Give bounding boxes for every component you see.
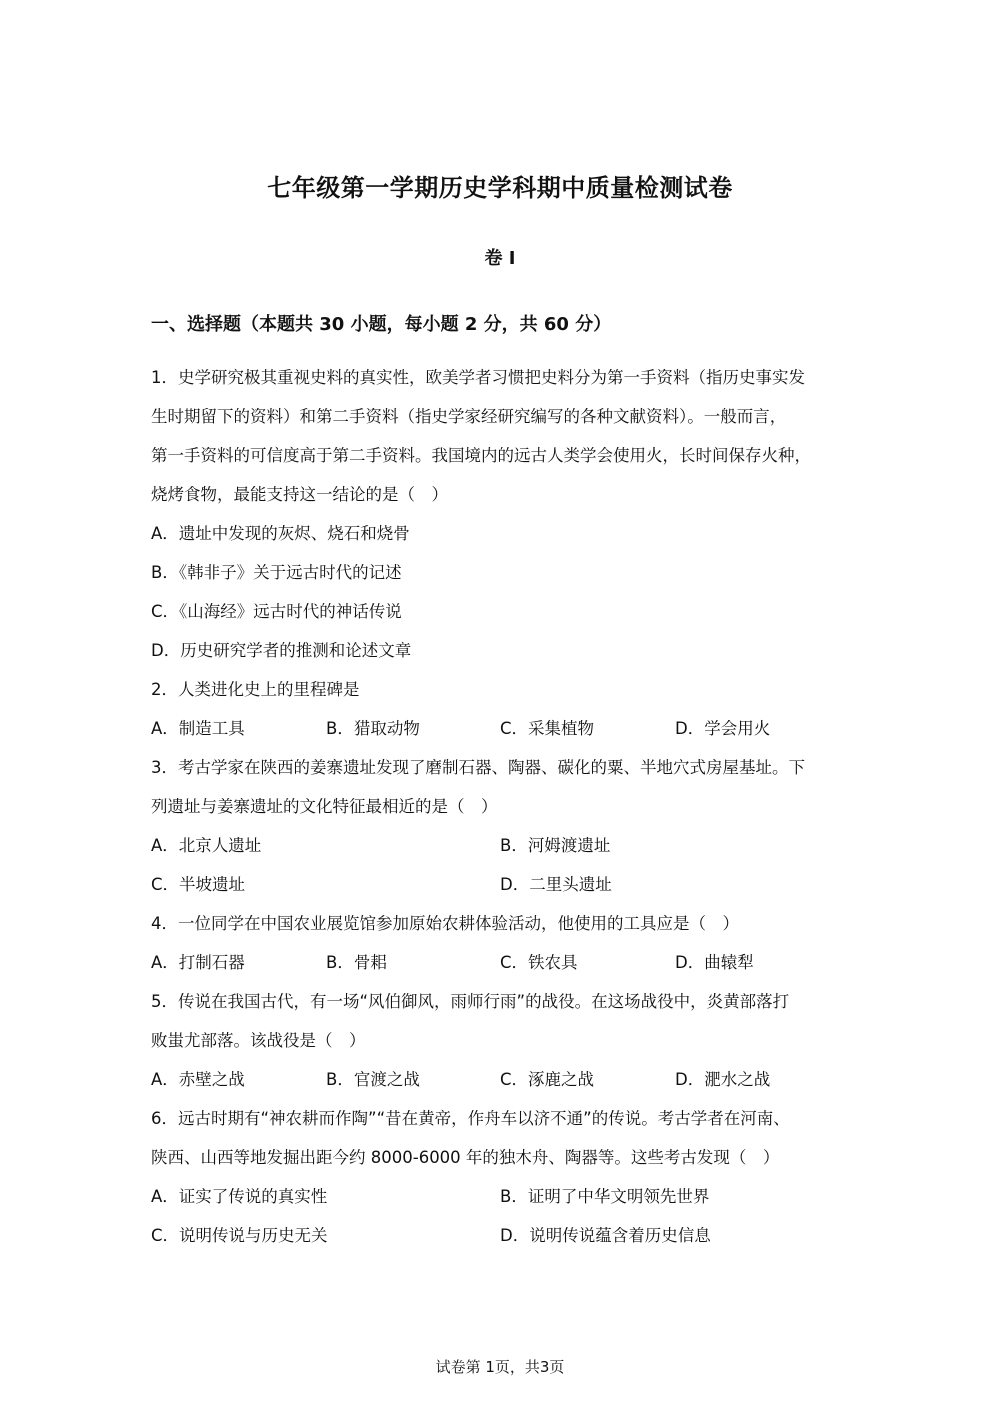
question-1-line-1: 1．史学研究极其重视史料的真实性，欧美学者习惯把史料分为第一手资料（指历史事实发 bbox=[151, 368, 805, 387]
question-5-option-a: A．赤壁之战 bbox=[151, 1070, 245, 1089]
question-5-option-d: D．淝水之战 bbox=[675, 1070, 771, 1089]
page-footer: 试卷第 1页，共3页 bbox=[435, 1358, 565, 1376]
section-heading: 一、选择题（本题共 30 小题，每小题 2 分，共 60 分） bbox=[151, 314, 612, 335]
question-2-option-b: B．猎取动物 bbox=[326, 719, 420, 738]
question-3-line-2: 列遗址与姜寨遗址的文化特征最相近的是（ ） bbox=[151, 797, 498, 816]
question-1-line-3: 第一手资料的可信度高于第二手资料。我国境内的远古人类学会使用火，长时间保存火种， bbox=[151, 446, 811, 465]
page-title: 七年级第一学期历史学科期中质量检测试卷 bbox=[267, 174, 733, 202]
question-3-option-d: D．二里头遗址 bbox=[500, 875, 612, 894]
question-1-option-a: A．遗址中发现的灰烬、烧石和烧骨 bbox=[151, 524, 410, 543]
volume-subtitle: 卷 I bbox=[484, 248, 516, 269]
question-6-option-a: A．证实了传说的真实性 bbox=[151, 1187, 328, 1206]
question-4-line-1: 4．一位同学在中国农业展览馆参加原始农耕体验活动，他使用的工具应是（ ） bbox=[151, 914, 739, 933]
question-1-option-b: B．《韩非子》关于远古时代的记述 bbox=[151, 563, 402, 582]
question-4-option-a: A．打制石器 bbox=[151, 953, 245, 972]
question-3-line-1: 3．考古学家在陕西的姜寨遗址发现了磨制石器、陶器、碳化的粟、半地穴式房屋基址。下 bbox=[151, 758, 805, 777]
question-3-option-c: C．半坡遗址 bbox=[151, 875, 246, 894]
question-3-option-b: B．河姆渡遗址 bbox=[500, 836, 611, 855]
question-4-option-b: B．骨耜 bbox=[326, 953, 387, 972]
question-5-line-2: 败蚩尤部落。该战役是（ ） bbox=[151, 1031, 366, 1050]
question-2-option-c: C．采集植物 bbox=[500, 719, 595, 738]
question-6-option-d: D．说明传说蕴含着历史信息 bbox=[500, 1226, 711, 1245]
question-1-line-4: 烧烤食物，最能支持这一结论的是（ ） bbox=[151, 485, 448, 504]
question-1-line-2: 生时期留下的资料）和第二手资料（指史学家经研究编写的各种文献资料）。一般而言， bbox=[151, 407, 787, 426]
question-2-option-d: D．学会用火 bbox=[675, 719, 771, 738]
question-6-line-2: 陕西、山西等地发掘出距今约 8000-6000 年的独木舟、陶器等。这些考古发现（ ） bbox=[151, 1148, 780, 1167]
question-1-option-c: C．《山海经》远古时代的神话传说 bbox=[151, 602, 402, 621]
question-2-line-1: 2．人类进化史上的里程碑是 bbox=[151, 680, 360, 699]
question-5-line-1: 5．传说在我国古代，有一场“风伯御风，雨师行雨”的战役。在这场战役中，炎黄部落打 bbox=[151, 992, 790, 1011]
question-4-option-d: D．曲辕犁 bbox=[675, 953, 754, 972]
question-6-option-b: B．证明了中华文明领先世界 bbox=[500, 1187, 710, 1206]
question-6-line-1: 6．远古时期有“神农耕而作陶”“昔在黄帝，作舟车以济不通”的传说。考古学者在河南、 bbox=[151, 1109, 790, 1128]
question-5-option-b: B．官渡之战 bbox=[326, 1070, 420, 1089]
question-3-option-a: A．北京人遗址 bbox=[151, 836, 262, 855]
question-6-option-c: C．说明传说与历史无关 bbox=[151, 1226, 328, 1245]
question-5-option-c: C．涿鹿之战 bbox=[500, 1070, 595, 1089]
question-2-option-a: A．制造工具 bbox=[151, 719, 245, 738]
question-1-option-d: D．历史研究学者的推测和论述文章 bbox=[151, 641, 412, 660]
question-4-option-c: C．铁农具 bbox=[500, 953, 578, 972]
